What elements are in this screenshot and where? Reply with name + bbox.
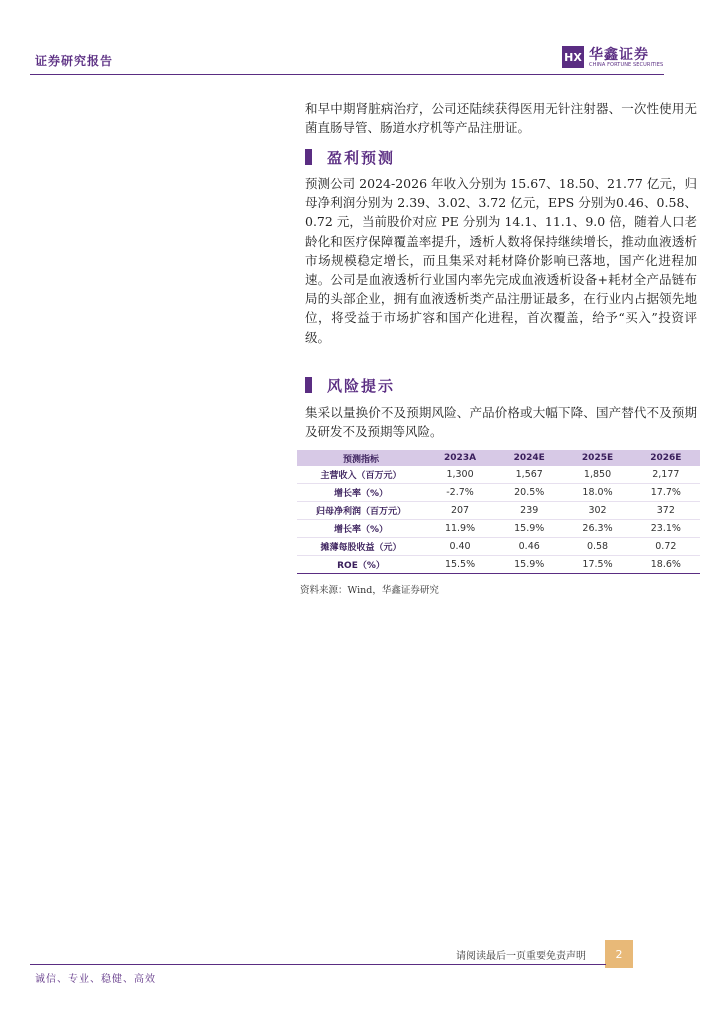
table-source-note: 资料来源：Wind，华鑫证券研究 (300, 585, 439, 596)
table-cell: 23.1% (632, 520, 700, 538)
row-label: ROE（%） (297, 556, 425, 574)
table-cell: 2,177 (632, 466, 700, 484)
table-cell: 302 (563, 502, 631, 520)
profit-forecast-title: 盈利预测 (327, 148, 396, 167)
table-cell: 0.72 (632, 538, 700, 556)
row-label: 增长率（%） (297, 520, 425, 538)
risk-title: 风险提示 (327, 376, 396, 395)
header-divider (30, 74, 664, 75)
table-cell: 18.6% (632, 556, 700, 574)
footer-divider (30, 964, 606, 965)
table-cell: 0.58 (563, 538, 631, 556)
risk-paragraph: 集采以量换价不及预期风险、产品价格或大幅下降、国产替代不及预期及研发不及预期等风险。 (305, 405, 697, 440)
logo-english-name: CHINA FORTUNE SECURITIES (589, 62, 664, 68)
table-cell: 372 (632, 502, 700, 520)
disclaimer-note: 请阅读最后一页重要免责声明 (456, 951, 586, 962)
table-row (297, 520, 700, 538)
table-row (297, 502, 700, 520)
row-label: 归母净利润（百万元） (297, 502, 425, 520)
table-cell: 15.9% (495, 520, 563, 538)
row-label: 增长率（%） (297, 484, 425, 502)
table-header-cell: 2026E (632, 450, 700, 466)
table-header-row (297, 450, 700, 466)
table-cell: 1,850 (563, 466, 631, 484)
table-cell: 1,567 (495, 466, 563, 484)
table-header-cell: 2024E (495, 450, 563, 466)
company-logo (562, 44, 662, 72)
logo-mark-icon: HX (562, 46, 584, 68)
table-row (297, 538, 700, 556)
table-cell: 0.46 (495, 538, 563, 556)
table-cell: 18.0% (563, 484, 631, 502)
table-cell: 11.9% (425, 520, 495, 538)
report-type-label: 证券研究报告 (35, 54, 114, 68)
table-cell: 15.5% (425, 556, 495, 574)
table-cell: 20.5% (495, 484, 563, 502)
table-cell: 239 (495, 502, 563, 520)
section-marker-icon (305, 149, 312, 165)
table-header-cell: 2023A (425, 450, 495, 466)
table-cell: 26.3% (563, 520, 631, 538)
table-cell: -2.7% (425, 484, 495, 502)
table-cell: 0.40 (425, 538, 495, 556)
page-number-badge: 2 (605, 940, 633, 968)
table-header-cell: 预测指标 (297, 450, 425, 466)
table-row (297, 556, 700, 574)
table-cell: 1,300 (425, 466, 495, 484)
section-marker-icon (305, 377, 312, 393)
logo-chinese-name: 华鑫证券 (589, 47, 649, 63)
row-label: 主营收入（百万元） (297, 466, 425, 484)
table-row (297, 484, 700, 502)
table-row (297, 466, 700, 484)
forecast-table (297, 450, 700, 574)
table-cell: 17.7% (632, 484, 700, 502)
profit-forecast-heading (305, 147, 395, 167)
intro-paragraph: 和早中期肾脏病治疗，公司还陆续获得医用无针注射器、一次性使用无菌直肠导管、肠道水疗机等产品注册证。 (305, 101, 697, 136)
table-cell: 15.9% (495, 556, 563, 574)
risk-heading (305, 375, 395, 395)
company-motto: 诚信、专业、稳健、高效 (35, 974, 156, 985)
profit-forecast-paragraph: 预测公司 2024-2026 年收入分别为 15.67、18.50、21.77 亿元，归母净利润分别为 2.39、3.02、3.72 亿元，EPS 分别为0.46、0.58、0.72 元，当前股价对应 PE 分别为 14.1、11.1、9.0 倍，随着人口老龄化和医疗保障覆盖率提升，透析人数将保持继续增长，推动血液透析市场规模稳定增长，而且集采对耗材降价影响已落地，国产化进程加速。公司是血液透析行业国内率先完成血液透析设备+耗材全产品链布局的头部企业，拥有血液透析类产品注册证最多，在行业内占据领先地位，将受益于市场扩容和国产化进程，首次覆盖，给予“买入”投资评级。 (305, 176, 697, 345)
table-cell: 207 (425, 502, 495, 520)
table-cell: 17.5% (563, 556, 631, 574)
row-label: 摊薄每股收益（元） (297, 538, 425, 556)
table-header-cell: 2025E (563, 450, 631, 466)
